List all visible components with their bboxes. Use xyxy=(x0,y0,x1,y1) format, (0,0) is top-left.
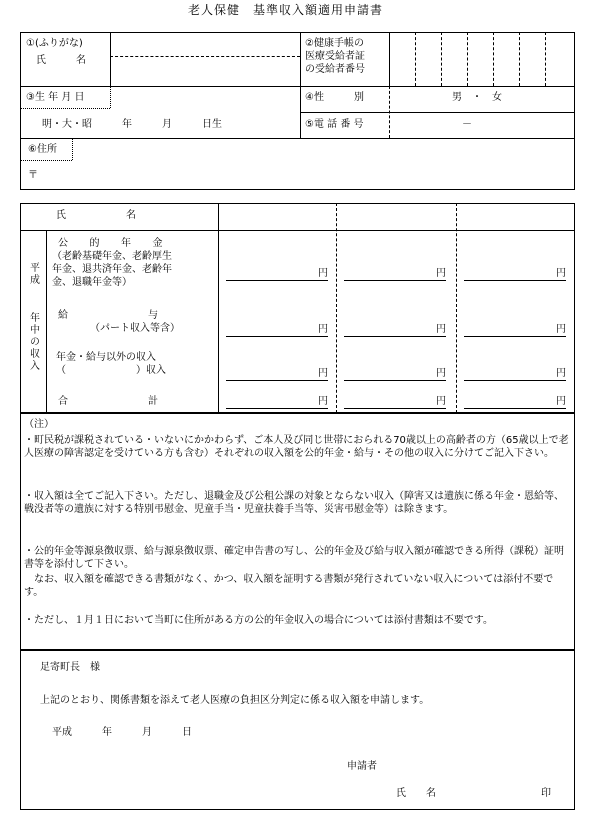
sex-choice[interactable]: 男 ・ 女 xyxy=(452,92,502,103)
address-label: ⑥住所 xyxy=(28,144,57,155)
other-income-detail: （ ）収入 xyxy=(56,365,166,376)
furigana-field[interactable] xyxy=(112,34,298,54)
salary-yen-1[interactable]: 円 xyxy=(318,324,328,335)
total-yen-3[interactable]: 円 xyxy=(556,396,566,407)
applicant-label: 申請者 xyxy=(347,761,377,772)
salary-yen-3[interactable]: 円 xyxy=(556,324,566,335)
recipient-number-field[interactable] xyxy=(391,34,573,84)
income-person-2-name[interactable] xyxy=(338,205,454,229)
phone-label: ⑤電 話 番 号 xyxy=(305,119,364,130)
income-table xyxy=(20,203,575,413)
notes-heading: （注） xyxy=(24,419,54,430)
note-exemption: ・ただし、１月１日において当町に住所がある方の公的年金収入の場合については添付書類は不要です。 xyxy=(24,615,493,626)
income-period-side-label: 年中の収入 xyxy=(27,312,39,372)
salary-label: 給 与 xyxy=(58,310,158,321)
other-income-yen-2[interactable]: 円 xyxy=(436,368,446,379)
form-title: 老人保健 基準収入額適用申請書 xyxy=(188,3,384,17)
other-income-yen-3[interactable]: 円 xyxy=(556,368,566,379)
note-taxation: ・町民税が課税されている・いないにかかわらず、ご本人及び同じ世帯におられる70歳以上の高齢者の方（65歳以上で老人医療の障害認定を受けている方も含む）それぞれの収入額を公的年金・給与・その他の収入に分けてご記入下さい。 xyxy=(24,435,569,459)
salary-yen-2[interactable]: 円 xyxy=(436,324,446,335)
address-field[interactable] xyxy=(75,140,573,188)
income-name-header: 氏 名 xyxy=(56,210,136,221)
income-person-3-name[interactable] xyxy=(458,205,573,229)
other-income-label: 年金・給与以外の収入 xyxy=(56,352,156,363)
insurer-label-1: ②健康手帳の xyxy=(305,38,364,49)
pension-label: 公 的 年 金 xyxy=(58,238,163,249)
sex-label: ④性 別 xyxy=(305,92,364,103)
furigana-label: ①(ふりがな) xyxy=(26,38,83,49)
pension-detail-2: 年金、退共済年金、老齢年 xyxy=(52,264,172,275)
total-label: 合 計 xyxy=(58,396,158,407)
income-era-side-label: 平成 xyxy=(27,262,39,286)
note-attachments: ・公的年金等源泉徴収票、給与源泉徴収票、確定申告書の写し、公的年金及び給与収入額が確認できる所得（課税）証明書等を添付して下さい。 xyxy=(24,546,564,570)
name-label: 氏 名 xyxy=(36,55,86,66)
other-income-yen-1[interactable]: 円 xyxy=(318,368,328,379)
income-person-1-name[interactable] xyxy=(220,205,334,229)
salary-detail: （パート収入等含） xyxy=(90,323,180,334)
pension-yen-1[interactable]: 円 xyxy=(318,268,328,279)
pension-yen-3[interactable]: 円 xyxy=(556,268,566,279)
applicant-signature-field[interactable] xyxy=(440,784,540,802)
applicant-name-label: 氏 名 xyxy=(396,788,436,799)
pension-yen-2[interactable]: 円 xyxy=(436,268,446,279)
name-field[interactable] xyxy=(112,58,298,84)
pension-detail-1: （老齢基礎年金、老齢厚生 xyxy=(52,251,172,262)
seal-mark: 印 xyxy=(541,788,551,799)
note-income-all: ・収入額は全てご記入下さい。ただし、退職金及び公租公課の対象とならない収入（障害又は遺族に係る年金・恩給等、戦没者等の遺族に対する特別弔慰金、児童手当・児童扶養手当等、災害弔慰金等）は除きます。 xyxy=(24,491,564,515)
application-date-field[interactable]: 平成 年 月 日 xyxy=(52,727,192,738)
phone-field[interactable]: － xyxy=(462,119,472,130)
postal-mark-icon: 〒 xyxy=(28,170,38,181)
note-no-documents: なお、収入額を確認できる書類がなく、かつ、収入額を証明する書類が発行されていない収入については添付不要です。 xyxy=(24,574,554,598)
total-yen-1[interactable]: 円 xyxy=(318,396,328,407)
declaration-statement: 上記のとおり、関係書類を添えて老人医療の負担区分判定に係る収入額を申請します。 xyxy=(40,695,430,706)
birthdate-era-field[interactable]: 明・大・昭 年 月 日生 xyxy=(42,119,222,130)
addressee: 足寄町長 様 xyxy=(40,662,100,673)
insurer-label-2: 医療受給者証 xyxy=(305,51,365,62)
total-yen-2[interactable]: 円 xyxy=(436,396,446,407)
pension-detail-3: 金、退職年金等） xyxy=(52,277,132,288)
insurer-label-3: の受給者番号 xyxy=(305,64,365,75)
birthdate-label: ③生 年 月 日 xyxy=(26,92,85,103)
